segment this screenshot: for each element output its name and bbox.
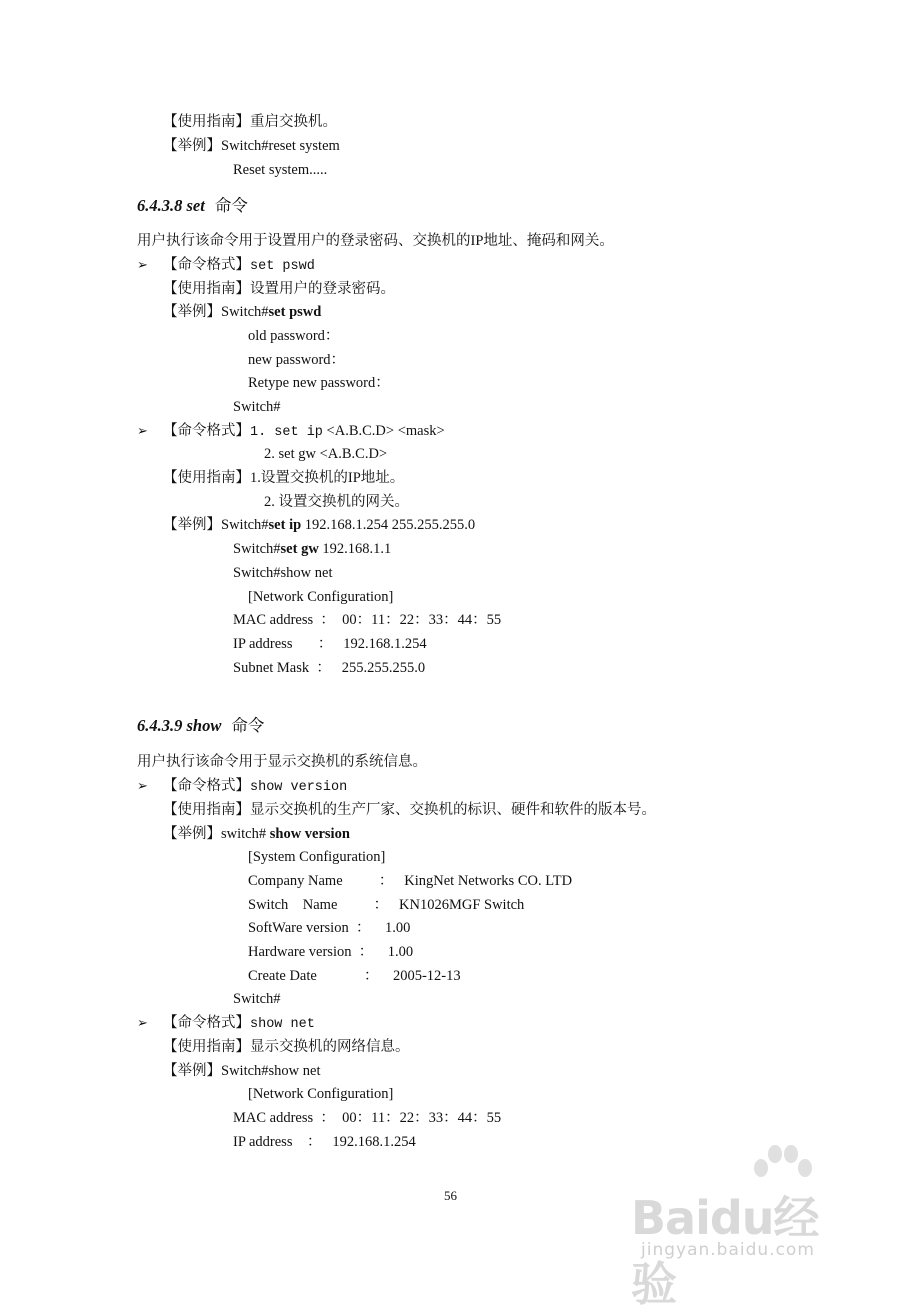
command-format-syntax: set pswd xyxy=(250,259,315,274)
command-format xyxy=(163,421,445,443)
example: 【举例】Switch#show net xyxy=(163,1063,321,1079)
usage-guide: 【使用指南】设置用户的登录密码。 xyxy=(163,281,395,297)
example-output-line: new password： xyxy=(248,352,346,368)
bullet-arrow-icon: ➢ xyxy=(137,257,148,272)
example-output-line: old password： xyxy=(248,328,340,344)
heading-number: 6.4.3.8 set xyxy=(137,196,205,215)
example-output-line: Switch#set gw 192.168.1.1 xyxy=(233,541,392,557)
command-format xyxy=(163,1013,315,1035)
page-number: 56 xyxy=(444,1188,457,1203)
heading-command-word: 命令 xyxy=(231,716,265,735)
example-output-line: Switch#show net xyxy=(233,565,333,581)
example xyxy=(163,515,475,535)
usage-guide: 【使用指南】1.设置交换机的IP地址。 xyxy=(163,470,405,486)
example-output-line: Create Date ： 2005-12-13 xyxy=(248,968,461,984)
top-example-output: Reset system..... xyxy=(233,162,328,178)
example-output-line: MAC address ： 00：11：22：33：44：55 xyxy=(233,1110,502,1126)
usage-guide: 【使用指南】显示交换机的生产厂家、交换机的标识、硬件和软件的版本号。 xyxy=(163,802,656,818)
command-format-line: 2. set gw <A.B.C.D> xyxy=(264,446,388,462)
baidu-watermark xyxy=(631,1142,861,1311)
example-label: 【举例】switch# xyxy=(163,826,270,842)
watermark-brand: Baidu经验 xyxy=(631,1191,819,1311)
section-intro: 用户执行该命令用于显示交换机的系统信息。 xyxy=(137,754,427,770)
bullet-arrow-icon: ➢ xyxy=(137,1015,148,1030)
top-guide: 【使用指南】重启交换机。 xyxy=(163,114,337,130)
top-example: 【举例】Switch#reset system xyxy=(163,138,340,154)
command-format-label: 【命令格式】 xyxy=(163,1015,250,1031)
section-intro: 用户执行该命令用于设置用户的登录密码、交换机的IP地址、掩码和网关。 xyxy=(137,233,614,249)
command-format-syntax: 1. set ip xyxy=(250,425,323,440)
example-output-line: Switch# xyxy=(233,399,281,415)
example xyxy=(163,824,350,844)
example-label: 【举例】Switch# xyxy=(163,304,269,320)
command-format-label: 【命令格式】 xyxy=(163,423,250,439)
command-format-syntax: show net xyxy=(250,1017,315,1032)
example-output-line: SoftWare version ： 1.00 xyxy=(248,920,411,936)
watermark-url: jingyan.baidu.com xyxy=(641,1240,815,1260)
example-args: 192.168.1.254 255.255.255.0 xyxy=(301,517,476,533)
example-output-line: Company Name ： KingNet Networks CO. LTD xyxy=(248,873,573,889)
heading-number: 6.4.3.9 show xyxy=(137,716,222,735)
example-output-line: [Network Configuration] xyxy=(248,589,394,605)
example-output-line: [System Configuration] xyxy=(248,849,386,865)
example-output-line: MAC address ： 00：11：22：33：44：55 xyxy=(233,612,502,628)
section-heading-show xyxy=(137,716,264,736)
example-output-line: Switch Name ： KN1026MGF Switch xyxy=(248,897,525,913)
example-command: set pswd xyxy=(268,304,322,320)
command-format-label: 【命令格式】 xyxy=(163,778,250,794)
usage-guide: 【使用指南】显示交换机的网络信息。 xyxy=(163,1039,410,1055)
bullet-arrow-icon: ➢ xyxy=(137,778,148,793)
command-format-args: <A.B.C.D> <mask> xyxy=(322,423,445,439)
command-format xyxy=(163,255,315,277)
bullet-arrow-icon: ➢ xyxy=(137,423,148,438)
example-command: show version xyxy=(269,826,350,842)
example-output-line: IP address ： 192.168.1.254 xyxy=(233,636,427,652)
command-format-syntax: show version xyxy=(250,780,348,795)
example-output-line: Retype new password： xyxy=(248,375,390,391)
command-format-label: 【命令格式】 xyxy=(163,257,250,273)
example-output-line: Subnet Mask ： 255.255.255.0 xyxy=(233,660,426,676)
command-format xyxy=(163,776,347,798)
example-command: set ip xyxy=(268,517,302,533)
example-label: 【举例】Switch# xyxy=(163,517,269,533)
section-heading-set xyxy=(137,196,248,216)
usage-guide-line: 2. 设置交换机的网关。 xyxy=(264,494,409,510)
example-output-line: [Network Configuration] xyxy=(248,1086,394,1102)
example-output-line: Hardware version ： 1.00 xyxy=(248,944,414,960)
heading-command-word: 命令 xyxy=(214,196,248,215)
example xyxy=(163,302,321,322)
example-output-line: Switch# xyxy=(233,991,281,1007)
example-output-line: IP address ： 192.168.1.254 xyxy=(233,1134,416,1150)
